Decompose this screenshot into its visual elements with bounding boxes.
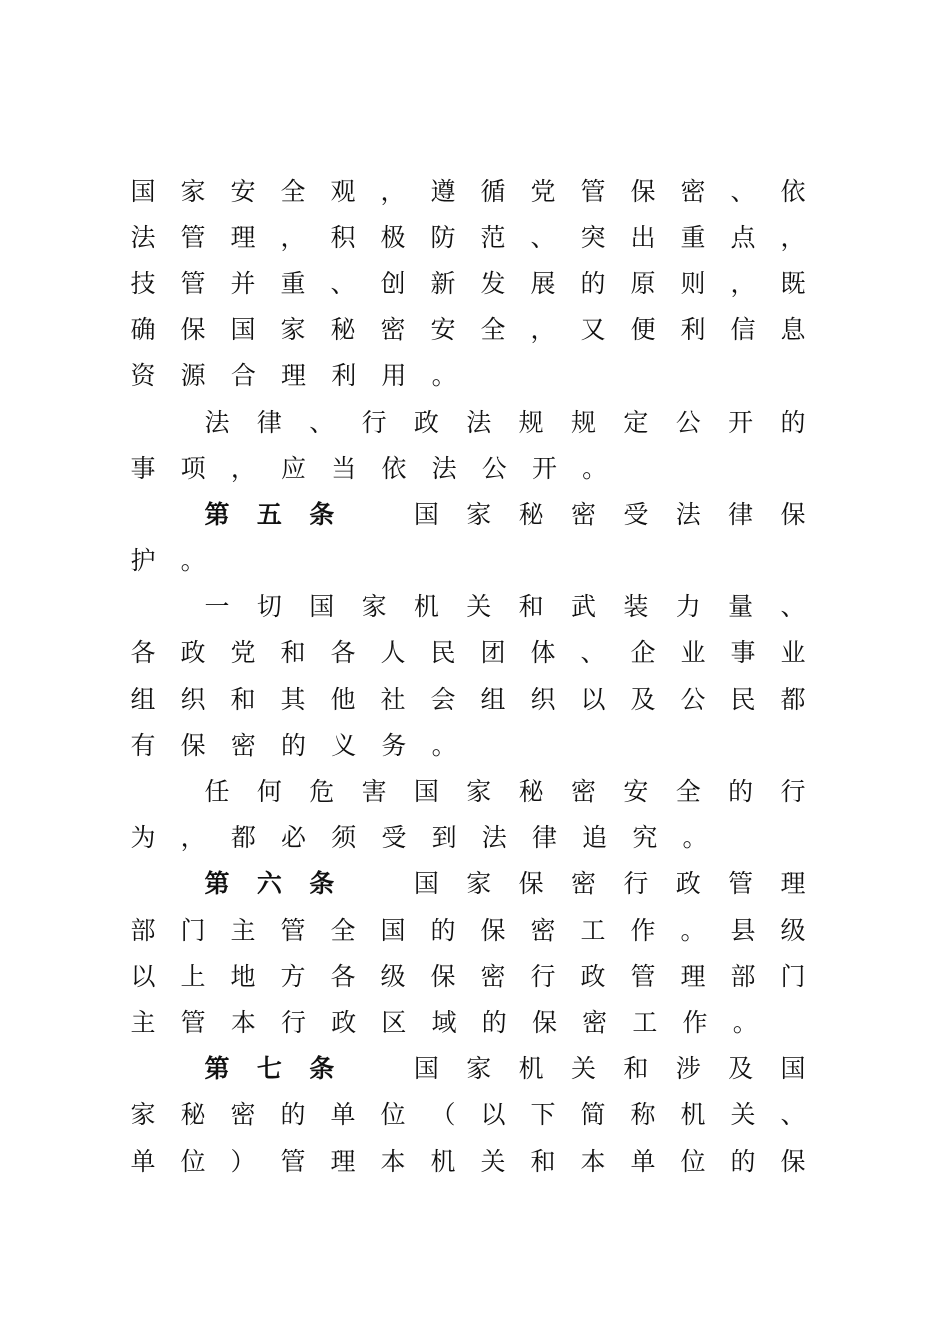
text-line [130, 1046, 806, 1092]
text-char: 护 [130, 546, 156, 576]
text-char: 。 [180, 546, 206, 576]
text-char: 党 [530, 176, 556, 206]
text-char: 家 [466, 869, 492, 899]
text-char: 政 [180, 638, 206, 668]
text-char: 律 [531, 823, 557, 853]
text-char: 工 [580, 915, 606, 945]
text-char: 密 [480, 961, 506, 991]
text-char: 秘 [330, 315, 356, 345]
article-heading-char: 条 [309, 869, 335, 899]
text-char: 用 [381, 361, 407, 391]
text-char [361, 1051, 387, 1087]
text-char: 全 [280, 176, 306, 206]
text-char: ） [230, 1146, 256, 1176]
text-line [130, 907, 806, 953]
article-heading-char: 七 [256, 1054, 282, 1084]
text-char: 密 [230, 730, 256, 760]
text-char: 理 [330, 1146, 356, 1176]
text-char: 。 [431, 730, 457, 760]
text-char: 法 [204, 407, 230, 437]
text-char: 的 [281, 730, 307, 760]
text-line [130, 1092, 806, 1138]
text-char: 行 [361, 407, 387, 437]
text-line [130, 1138, 806, 1184]
text-char: 全 [675, 777, 701, 807]
text-char: 家 [280, 315, 306, 345]
text-char: 的 [430, 915, 456, 945]
text-char: 既 [780, 268, 806, 298]
text-line [130, 260, 806, 306]
text-char: 理 [281, 361, 307, 391]
text-line [130, 722, 806, 768]
text-char: 本 [230, 1007, 256, 1037]
text-char: 装 [623, 592, 649, 622]
text-char: 民 [730, 684, 756, 714]
text-char: 方 [280, 961, 306, 991]
text-char: 涉 [675, 1054, 701, 1084]
text-char: 确 [130, 315, 156, 345]
text-char: 息 [780, 315, 806, 345]
text-char: 切 [256, 592, 282, 622]
text-char: 务 [381, 730, 407, 760]
text-char: 密 [582, 1007, 608, 1037]
text-char: ， [180, 823, 206, 853]
text-char: 业 [680, 638, 706, 668]
text-char: 国 [309, 592, 335, 622]
text-char: 法 [130, 222, 156, 252]
article-heading-char: 五 [256, 499, 282, 529]
text-char: 称 [630, 1100, 656, 1130]
text-char: 保 [531, 1007, 557, 1037]
text-char: 管 [280, 1146, 306, 1176]
text-char: 秘 [180, 1100, 206, 1130]
text-char: 织 [530, 684, 556, 714]
text-char: 理 [780, 869, 806, 899]
text-char: 管 [180, 1007, 206, 1037]
text-char: 行 [281, 1007, 307, 1037]
text-char: 循 [480, 176, 506, 206]
text-char: 社 [380, 684, 406, 714]
text-char: 又 [580, 315, 606, 345]
text-line [130, 353, 806, 399]
text-char: 新 [430, 268, 456, 298]
text-line [130, 768, 806, 814]
text-char: 保 [780, 1146, 806, 1176]
text-char: ， [280, 222, 306, 252]
text-char: 资 [130, 361, 156, 391]
text-char: 技 [130, 268, 156, 298]
text-char: 武 [571, 592, 597, 622]
article-heading-char: 条 [309, 499, 335, 529]
text-char: 的 [280, 1100, 306, 1130]
text-char: 须 [331, 823, 357, 853]
text-char: 各 [130, 638, 156, 668]
text-char: 、 [730, 176, 756, 206]
text-char: 法 [481, 823, 507, 853]
text-char: 密 [680, 176, 706, 206]
text-char: 遵 [430, 176, 456, 206]
text-char: 发 [480, 268, 506, 298]
article-heading-char: 第 [204, 1054, 230, 1084]
text-char: 力 [675, 592, 701, 622]
text-char: 民 [430, 638, 456, 668]
text-char: 其 [280, 684, 306, 714]
text-char [361, 496, 387, 532]
text-char: 一 [204, 592, 230, 622]
text-char: 组 [130, 684, 156, 714]
text-char: 为 [130, 823, 156, 853]
text-char: 受 [381, 823, 407, 853]
text-char: 企 [630, 638, 656, 668]
text-char: 有 [130, 730, 156, 760]
text-char: 行 [623, 869, 649, 899]
text-char: 到 [431, 823, 457, 853]
text-char: 的 [728, 777, 754, 807]
text-char: 国 [130, 176, 156, 206]
text-line [130, 630, 806, 676]
text-char: 密 [230, 1100, 256, 1130]
text-char: 主 [230, 915, 256, 945]
text-char: 展 [530, 268, 556, 298]
text-char: 本 [380, 1146, 406, 1176]
text-char: 关 [571, 1054, 597, 1084]
text-line [130, 953, 806, 999]
text-char: 和 [530, 1146, 556, 1176]
text-char: 追 [582, 823, 608, 853]
document-page [130, 168, 806, 1184]
text-char: 开 [531, 453, 557, 483]
text-char: 家 [466, 777, 492, 807]
text-char: 织 [180, 684, 206, 714]
text-char: 国 [780, 1054, 806, 1084]
text-char: 、 [580, 638, 606, 668]
text-line [130, 676, 806, 722]
text-char: 法 [466, 407, 492, 437]
text-char: 公 [481, 453, 507, 483]
text-char: 都 [230, 823, 256, 853]
text-char: 家 [361, 592, 387, 622]
text-char: 作 [682, 1007, 708, 1037]
text-char: 保 [630, 176, 656, 206]
text-char: 。 [732, 1007, 758, 1037]
text-char: 及 [728, 1054, 754, 1084]
text-char: 和 [518, 592, 544, 622]
text-char: 保 [180, 730, 206, 760]
text-char: 秘 [518, 499, 544, 529]
text-char: 政 [675, 869, 701, 899]
text-char: 家 [130, 1100, 156, 1130]
text-char: 理 [230, 222, 256, 252]
text-char: 开 [728, 407, 754, 437]
text-char: 的 [780, 407, 806, 437]
text-char: 政 [331, 1007, 357, 1037]
text-char [361, 866, 387, 902]
text-char: 保 [518, 869, 544, 899]
text-char: 以 [580, 684, 606, 714]
text-char: 则 [680, 268, 706, 298]
text-char: 。 [682, 823, 708, 853]
text-char: 以 [480, 1100, 506, 1130]
text-char: 门 [780, 961, 806, 991]
text-char: 密 [530, 915, 556, 945]
text-char: 必 [281, 823, 307, 853]
text-char: 保 [180, 315, 206, 345]
text-char: 、 [780, 592, 806, 622]
text-char: 保 [480, 915, 506, 945]
text-char: 会 [430, 684, 456, 714]
text-char: 创 [380, 268, 406, 298]
text-char: 国 [230, 315, 256, 345]
text-char: 规 [518, 407, 544, 437]
text-char: 任 [204, 777, 230, 807]
text-char: 密 [571, 499, 597, 529]
text-char: 全 [480, 315, 506, 345]
text-char: 以 [130, 961, 156, 991]
text-char: 国 [413, 1054, 439, 1084]
text-char: 机 [430, 1146, 456, 1176]
text-char: 、 [330, 268, 356, 298]
text-char: 门 [180, 915, 206, 945]
text-char: 家 [180, 176, 206, 206]
text-char: 体 [530, 638, 556, 668]
text-char: ， [780, 222, 806, 252]
text-char: 点 [730, 222, 756, 252]
text-char: 都 [780, 684, 806, 714]
text-char: 全 [330, 915, 356, 945]
text-char: 重 [280, 268, 306, 298]
text-char: 位 [180, 1146, 206, 1176]
text-line [130, 999, 806, 1045]
text-char: 单 [630, 1146, 656, 1176]
text-char: 行 [530, 961, 556, 991]
text-char: 利 [331, 361, 357, 391]
text-char: （ [430, 1100, 456, 1130]
text-char: 域 [431, 1007, 457, 1037]
text-char: 极 [380, 222, 406, 252]
text-char: 、 [780, 1100, 806, 1130]
text-char: 管 [180, 268, 206, 298]
text-char: 各 [330, 961, 356, 991]
text-char: 简 [580, 1100, 606, 1130]
text-char: 利 [680, 315, 706, 345]
text-line [130, 307, 806, 353]
text-char: 国 [413, 869, 439, 899]
article-heading-char: 第 [204, 869, 230, 899]
text-char: 部 [130, 915, 156, 945]
text-char: 便 [630, 315, 656, 345]
text-char: 安 [430, 315, 456, 345]
text-line [130, 491, 806, 537]
text-char: 秘 [518, 777, 544, 807]
text-char: 政 [580, 961, 606, 991]
text-char: 害 [361, 777, 387, 807]
text-char: 单 [330, 1100, 356, 1130]
text-char: 危 [309, 777, 335, 807]
text-char: 律 [256, 407, 282, 437]
text-char: 义 [331, 730, 357, 760]
text-char: 。 [680, 915, 706, 945]
text-char: 级 [780, 915, 806, 945]
text-char: 管 [580, 176, 606, 206]
text-char: 公 [675, 407, 701, 437]
text-char: 防 [430, 222, 456, 252]
text-char: 工 [632, 1007, 658, 1037]
text-char: 保 [430, 961, 456, 991]
text-line [130, 584, 806, 630]
text-char: 究 [632, 823, 658, 853]
text-char: 积 [330, 222, 356, 252]
text-char: 国 [380, 915, 406, 945]
text-char: 理 [680, 961, 706, 991]
text-line [130, 815, 806, 861]
text-char: 及 [630, 684, 656, 714]
text-char: 何 [256, 777, 282, 807]
text-char: 合 [230, 361, 256, 391]
text-char: ， [380, 176, 406, 206]
text-char: 量 [728, 592, 754, 622]
text-char: 依 [381, 453, 407, 483]
text-char: 机 [413, 592, 439, 622]
text-char: 行 [780, 777, 806, 807]
text-char: 级 [380, 961, 406, 991]
text-char: 管 [280, 915, 306, 945]
article-heading-char: 条 [309, 1054, 335, 1084]
text-char: 业 [780, 638, 806, 668]
text-char: 关 [480, 1146, 506, 1176]
text-line [130, 168, 806, 214]
text-char: 重 [680, 222, 706, 252]
text-char: 和 [280, 638, 306, 668]
text-char: 各 [330, 638, 356, 668]
text-char: 原 [630, 268, 656, 298]
text-char: ， [730, 268, 756, 298]
text-char: 、 [530, 222, 556, 252]
text-char: 法 [675, 499, 701, 529]
text-char: 组 [480, 684, 506, 714]
text-char: 机 [518, 1054, 544, 1084]
text-char: 关 [730, 1100, 756, 1130]
text-char: 和 [623, 1054, 649, 1084]
text-char: 依 [780, 176, 806, 206]
text-char: 定 [623, 407, 649, 437]
text-char: 的 [580, 268, 606, 298]
text-char: 和 [230, 684, 256, 714]
text-char: 本 [580, 1146, 606, 1176]
text-line [130, 399, 806, 445]
text-char: 管 [180, 222, 206, 252]
text-char: 作 [630, 915, 656, 945]
text-char: 。 [582, 453, 608, 483]
text-char: 国 [413, 777, 439, 807]
text-char: 家 [466, 499, 492, 529]
text-char: 应 [281, 453, 307, 483]
article-heading-char: 六 [256, 869, 282, 899]
text-line [130, 538, 806, 584]
text-char: 受 [623, 499, 649, 529]
text-char: 党 [230, 638, 256, 668]
text-char: 观 [330, 176, 356, 206]
text-char: 法 [431, 453, 457, 483]
text-char: 出 [630, 222, 656, 252]
text-char: 的 [730, 1146, 756, 1176]
text-char: 密 [571, 777, 597, 807]
article-heading-char: 第 [204, 499, 230, 529]
text-char: 安 [623, 777, 649, 807]
text-char: 密 [571, 869, 597, 899]
text-char: 单 [130, 1146, 156, 1176]
text-char: 事 [730, 638, 756, 668]
text-char: ， [230, 453, 256, 483]
text-char: 源 [180, 361, 206, 391]
text-char: 事 [130, 453, 156, 483]
text-line [130, 445, 806, 491]
text-line [130, 861, 806, 907]
text-char: 人 [380, 638, 406, 668]
text-char: 团 [480, 638, 506, 668]
text-char: 位 [680, 1146, 706, 1176]
text-char: 规 [571, 407, 597, 437]
text-char: 项 [180, 453, 206, 483]
text-char: 下 [530, 1100, 556, 1130]
text-char: 范 [480, 222, 506, 252]
text-char: 。 [431, 361, 457, 391]
text-line [130, 214, 806, 260]
text-char: 机 [680, 1100, 706, 1130]
text-char: 安 [230, 176, 256, 206]
text-char: 主 [130, 1007, 156, 1037]
text-char: 的 [481, 1007, 507, 1037]
text-char: 地 [230, 961, 256, 991]
text-char: ， [530, 315, 556, 345]
text-char: 、 [309, 407, 335, 437]
text-char: 管 [728, 869, 754, 899]
text-char: 家 [466, 1054, 492, 1084]
text-char: 管 [630, 961, 656, 991]
text-char: 关 [466, 592, 492, 622]
text-char: 他 [330, 684, 356, 714]
text-char: 律 [728, 499, 754, 529]
text-char: 上 [180, 961, 206, 991]
text-char: 区 [381, 1007, 407, 1037]
text-char: 公 [680, 684, 706, 714]
text-char: 政 [413, 407, 439, 437]
text-char: 信 [730, 315, 756, 345]
text-char: 县 [730, 915, 756, 945]
text-char: 密 [380, 315, 406, 345]
text-char: 当 [331, 453, 357, 483]
text-char: 并 [230, 268, 256, 298]
text-char: 保 [780, 499, 806, 529]
text-char: 国 [413, 499, 439, 529]
text-char: 位 [380, 1100, 406, 1130]
text-char: 突 [580, 222, 606, 252]
text-char: 部 [730, 961, 756, 991]
